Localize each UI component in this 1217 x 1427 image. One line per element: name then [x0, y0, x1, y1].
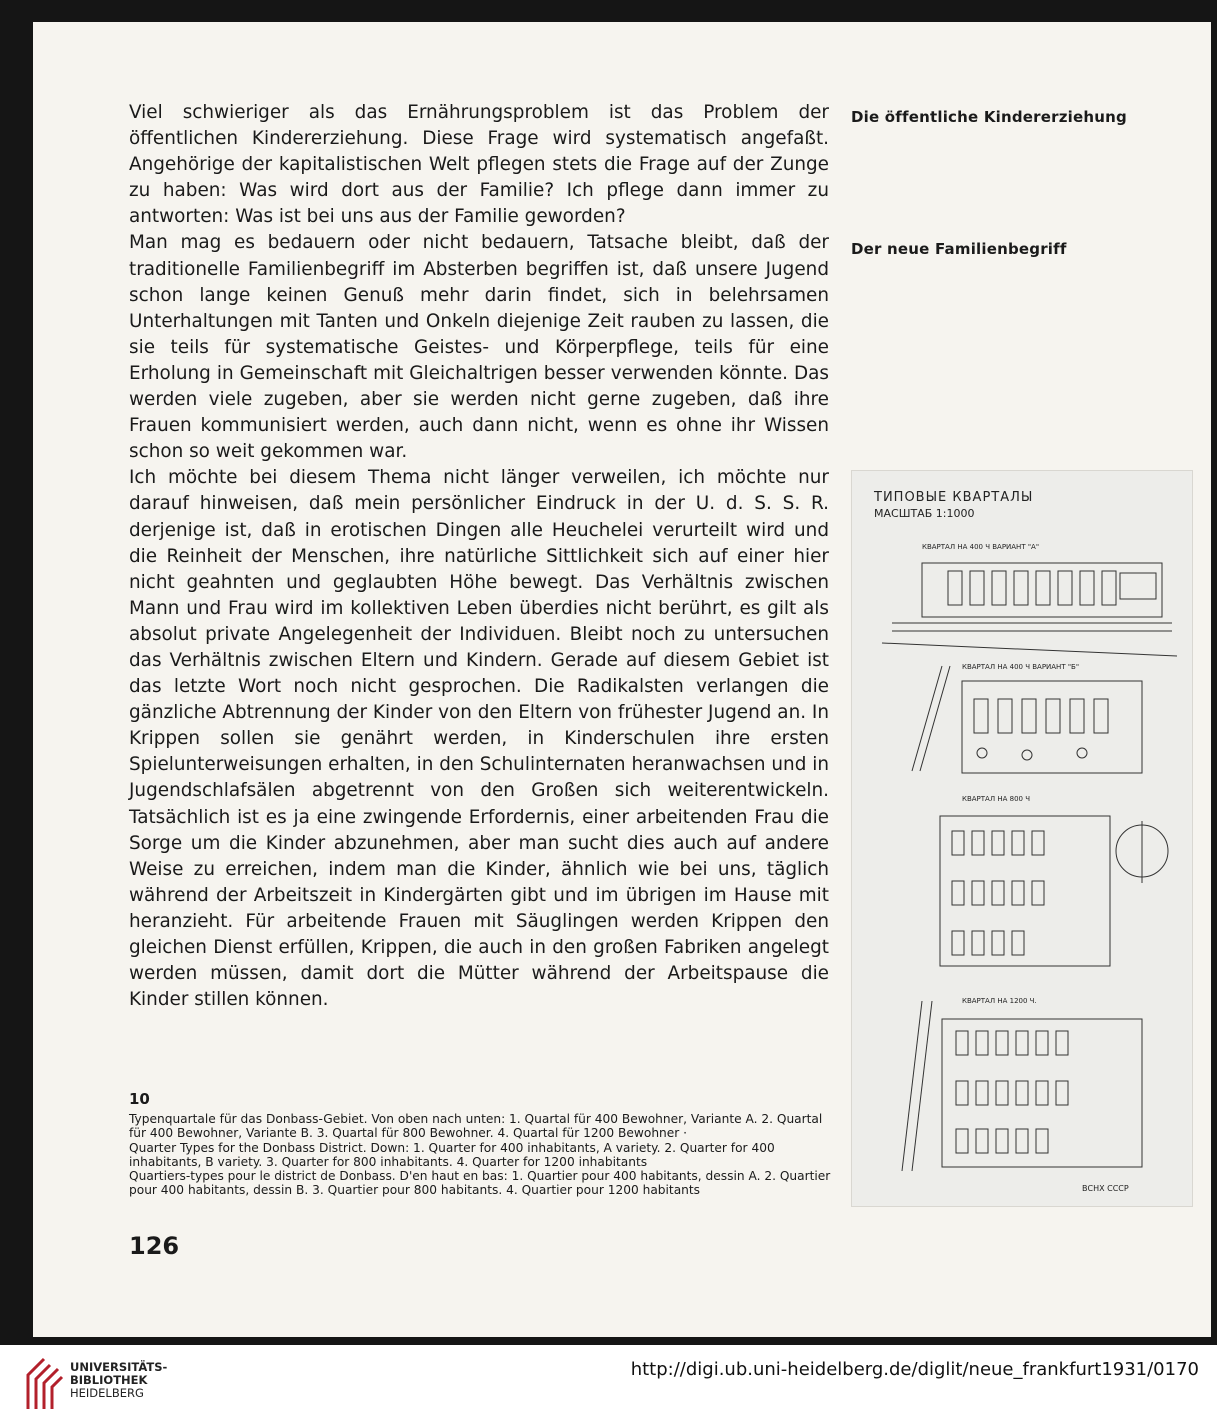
figure-title: ТИПОВЫЕ КВАРТАЛЫ — [874, 490, 1034, 505]
figure-credit: ВСНХ СССР — [1082, 1184, 1129, 1193]
side-heading-familienbegriff: Der neue Familienbegriff — [851, 240, 1067, 258]
plan-1 — [882, 563, 1177, 656]
body-text — [129, 100, 829, 1013]
library-line-2: BIBLIOTHEK — [70, 1373, 148, 1387]
site-plan-drawing — [852, 471, 1192, 1206]
caption-french: Quartiers-types pour le district de Donbass. D'en haut en bas: 1. Quartier pour 400 habitants, dessin A. 2. Quartier pour 400 habitants, dessin B. 3. Quartier pour 800 habitants. 4. Quartier pour 1200 habitants — [129, 1169, 831, 1198]
source-url[interactable]: http://digi.ub.uni-heidelberg.de/diglit/neue_frankfurt1931/0170 — [630, 1359, 1199, 1380]
plan-1-label: КВАРТАЛ НА 400 Ч ВАРИАНТ "А" — [922, 543, 1040, 551]
figure-caption — [129, 1092, 839, 1197]
plan-4 — [902, 1001, 1142, 1171]
figure-scale: МАСШТАБ 1:1000 — [874, 507, 975, 520]
paragraph-3: Ich möchte bei diesem Thema nicht länger verweilen, ich möchte nur darauf hinweisen, daß mein persönlicher Eindruck in der U. d. S. S. R. derjenige ist, daß in erotischen Dingen alle Heuchelei verurteilt wird und die Reinheit der Menschen, ihre natürliche Sittlichkeit sich auf einer hier nicht geahnten und geglaubten Höhe bewegt. Das Verhältnis zwischen Mann und Frau wird im kollektiven Leben überdies nicht berührt, es gilt als absolut private Angelegenheit der Individuen. Bleibt noch zu untersuchen das Verhältnis zwischen Eltern und Kindern. Gerade auf diesem Gebiet ist das letzte Wort noch nicht gesprochen. Die Radikalsten verlangen die gänzliche Abtrennung der Kinder von den Eltern von frühester Jugend an. In Krippen sollen sie genährt werden, in Kinderschulen ihre ersten Spielunterweisungen erhalten, in den Schulinternaten heranwachsen und in Jugendschlafsälen abgetrennt von den Großen sich weiterentwickeln. Tatsächlich ist es ja eine zwingende Erfordernis, einer arbeitenden Frau die Sorge um die Kinder abzunehmen, aber man sucht dies auch auf andere Weise zu erreichen, indem man die Kinder, ähnlich wie bei uns, täglich während der Arbeitszeit in Kindergärten gibt und im übrigen im Hause mit heranzieht. Für arbeitende Frauen mit Säuglingen werden Krippen den gleichen Dienst erfüllen, Krippen, die auch in den großen Fabriken angelegt werden müssen, damit dort die Mütter während der Arbeitspause die Kinder stillen können. — [129, 467, 829, 1011]
paragraph-2: Man mag es bedauern oder nicht bedauern, Tatsache bleibt, daß der traditionelle Familienbegriff im Absterben begriffen ist, daß unsere Jugend schon lange keinen Genuß mehr darin findet, sich in belehrsamen Unterhaltungen mit Tanten und Onkeln diejenige Zeit rauben zu lassen, die sie teils für systematische Geistes- und Körperpflege, teils für eine Erholung in Gemeinschaft mit Gleichaltrigen besser verwenden könnte. Das werden viele zugeben, aber sie werden nicht gerne zugeben, daß ihre Frauen kommunisiert werden, auch dann nicht, wenn es ohne ihr Wissen schon so weit gekommen war. — [129, 232, 829, 463]
footer-bar — [0, 1345, 1217, 1427]
site-plan-figure — [851, 470, 1193, 1207]
page-number: 126 — [129, 1232, 180, 1260]
plan-2-label: КВАРТАЛ НА 400 Ч ВАРИАНТ "Б" — [962, 663, 1080, 671]
plan-3-label: КВАРТАЛ НА 800 Ч — [962, 795, 1030, 803]
plan-4-label: КВАРТАЛ НА 1200 Ч. — [962, 997, 1037, 1005]
book-page — [33, 22, 1211, 1337]
paragraph-1: Viel schwieriger als das Ernährungsproblem ist das Problem der öffentlichen Kindererziehung. Diese Frage wird systematisch angefaßt. Angehörige der kapitalistischen Welt pflegen stets die Frage auf der Zunge zu haben: Was wird dort aus der Familie? Ich pflege dann immer zu antworten: Was ist bei uns aus der Familie geworden? — [129, 102, 829, 228]
plan-3 — [940, 816, 1168, 966]
caption-german: Typenquartale für das Donbass-Gebiet. Von oben nach unten: 1. Quartal für 400 Bewohner, Variante A. 2. Quartal für 400 Bewohner, Variante B. 3. Quartal für 800 Bewohner. 4. Quartal für 1200 Bewohner · — [129, 1112, 823, 1141]
library-line-3: HEIDELBERG — [70, 1386, 144, 1400]
library-line-1: UNIVERSITÄTS- — [70, 1360, 168, 1374]
side-heading-kindererziehung: Die öffentliche Kindererziehung — [851, 108, 1127, 126]
caption-english: Quarter Types for the Donbass District. Down: 1. Quarter for 400 inhabitants, A variety. 2. Quarter for 400 inhabitants, B variety. 3. Quarter for 800 inhabitants. 4. Quarter for 1200 inhabitants — [129, 1140, 775, 1169]
plan-2 — [912, 666, 1142, 773]
caption-number: 10 — [129, 1090, 150, 1108]
library-logo-icon — [22, 1353, 66, 1413]
library-name — [70, 1361, 167, 1400]
